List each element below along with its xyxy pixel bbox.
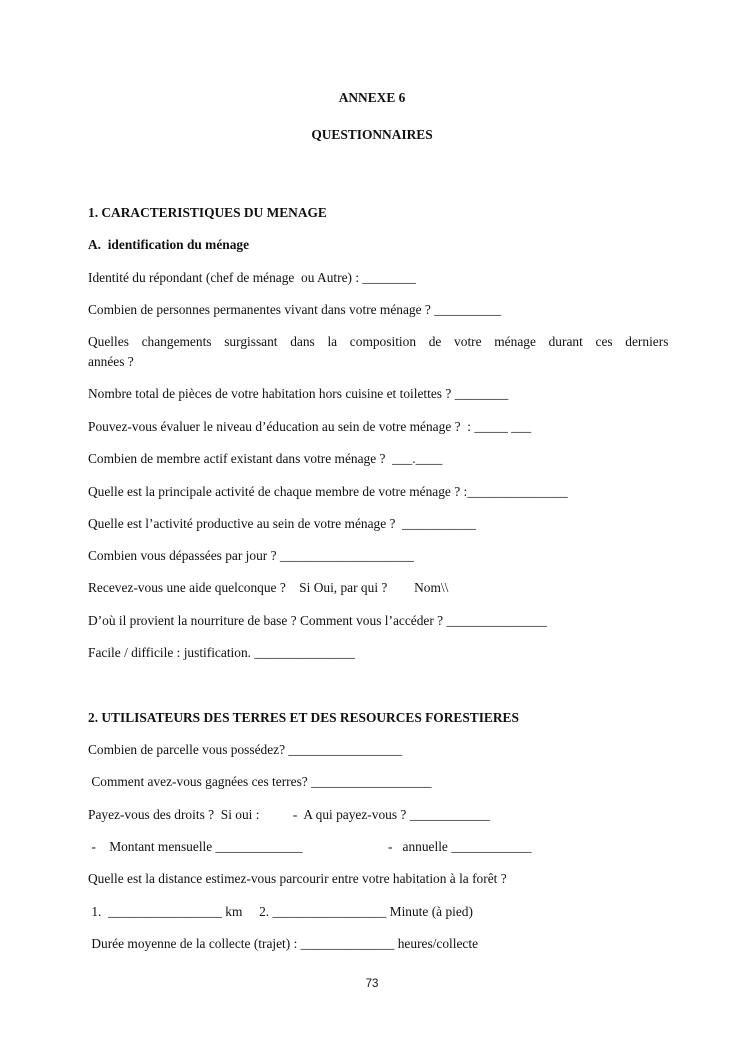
question-main-activity: Quelle est la principale activité de chaque membre de votre ménage ? :_______________: [88, 484, 568, 499]
question-permanent-persons: Combien de personnes permanentes vivant dans votre ménage ? __________: [88, 302, 502, 317]
question-rights-payment: Payez-vous des droits ? Si oui : - A qui payez-vous ? ____________: [88, 807, 491, 822]
question-productive-activity: Quelle est l’activité productive au sein de votre ménage ? ___________: [88, 516, 476, 531]
question-active-members: Combien de membre actif existant dans votre ménage ? ___.____: [88, 451, 443, 466]
section2-heading: 2. UTILISATEURS DES TERRES ET DES RESOURCES FORESTIERES: [88, 710, 519, 725]
question-forest-distance: Quelle est la distance estimez-vous parcourir entre votre habitation à la forêt ?: [88, 871, 507, 886]
question-household-changes-cont: années ?: [88, 354, 134, 369]
question-respondent-identity: Identité du répondant (chef de ménage ou Autre) : ________: [88, 270, 416, 285]
question-household-changes: Quelles changements surgissant dans la composition de votre ménage durant ces derniers: [88, 334, 669, 349]
question-food-source: D’où il provient la nourriture de base ? Comment vous l’accéder ? _______________: [88, 613, 547, 628]
section1-subheading: A. identification du ménage: [88, 237, 250, 252]
question-land-acquisition: Comment avez-vous gagnées ces terres? __________________: [88, 774, 432, 789]
question-distance-time: 1. _________________ km 2. _________________ Minute (à pied): [88, 904, 473, 919]
question-education-level: Pouvez-vous évaluer le niveau d’éducation au sein de votre ménage ? : _____ ___: [88, 419, 532, 434]
question-annual-amount: - annuelle ____________: [388, 839, 532, 854]
question-assistance: Recevez-vous une aide quelconque ? Si Oui, par qui ? Nom\\: [88, 580, 449, 595]
question-room-count: Nombre total de pièces de votre habitation hors cuisine et toilettes ? ________: [88, 386, 509, 401]
question-collection-duration: Durée moyenne de la collecte (trajet) : ______________ heures/collecte: [88, 936, 479, 951]
question-access-justification: Facile / difficile : justification. _______________: [88, 645, 355, 660]
question-parcel-count: Combien de parcelle vous possédez? _________________: [88, 742, 403, 757]
annex-label: ANNEXE 6: [338, 90, 406, 105]
section1-heading: 1. CARACTERISTIQUES DU MENAGE: [88, 205, 327, 220]
page-number: 73: [365, 978, 379, 990]
question-monthly-amount: - Montant mensuelle _____________: [88, 839, 303, 854]
question-daily-spending: Combien vous dépassées par jour ? ____________________: [88, 548, 414, 563]
page-title: QUESTIONNAIRES: [311, 127, 433, 142]
